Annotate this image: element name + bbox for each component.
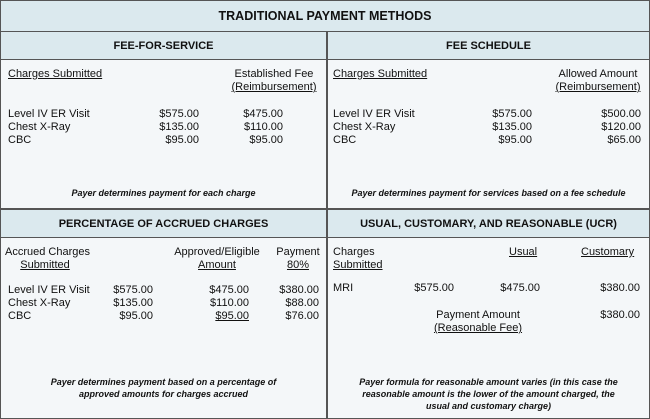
- ffs-note: Payer determines payment for each charge: [71, 188, 256, 198]
- ffs-row-fee: $475.00: [243, 108, 283, 120]
- fee-for-service-heading: FEE-FOR-SERVICE: [1, 32, 326, 60]
- fs-col-allowed-amount: [550, 68, 646, 94]
- ucr-note-line3: usual and customary charge): [425, 401, 552, 411]
- pac-col-approved-amount: [169, 246, 265, 272]
- fs-row-submitted: $95.00: [498, 134, 532, 146]
- fee-schedule-panel: [328, 32, 649, 208]
- ffs-row-item: Chest X-Ray: [8, 121, 71, 133]
- pac-row-approved: $95.00: [215, 310, 249, 322]
- vertical-divider: [326, 31, 328, 418]
- ucr-row-submitted: $575.00: [414, 282, 454, 294]
- ffs-row-fee: $110.00: [244, 121, 283, 133]
- fs-row-allowed: $65.00: [607, 134, 641, 146]
- ucr-note-line2: reasonable amount is the lower of the amount charged, the: [362, 389, 615, 399]
- fs-row-submitted: $575.00: [492, 108, 532, 120]
- pac-col-approved-amount-line1: Approved/Eligible: [174, 246, 260, 258]
- fs-row-allowed: $120.00: [601, 121, 641, 133]
- ffs-col-charges-submitted: Charges Submitted: [8, 68, 103, 80]
- pac-row-payment: $76.00: [285, 310, 319, 322]
- percentage-accrued-heading: PERCENTAGE OF ACCRUED CHARGES: [1, 210, 326, 238]
- ffs-row-submitted: $575.00: [159, 108, 199, 120]
- ucr-col-charges-line2: Submitted: [333, 259, 383, 271]
- fs-row-item: Chest X-Ray: [333, 121, 396, 133]
- ucr-col-usual: Usual: [509, 246, 538, 258]
- ffs-row-fee: $95.00: [249, 134, 283, 146]
- ucr-row-usual: $475.00: [500, 282, 540, 294]
- ucr-row-item: MRI: [333, 282, 354, 294]
- fs-col-charges-submitted: Charges Submitted: [333, 68, 428, 80]
- pac-row-submitted: $575.00: [113, 284, 153, 296]
- fs-row-allowed: $500.00: [601, 108, 641, 120]
- ucr-payment-amount-label: [423, 309, 533, 335]
- pac-row-item: Level IV ER Visit: [8, 284, 90, 296]
- ffs-row-item: CBC: [8, 134, 32, 146]
- ucr-payment-value: $380.00: [600, 309, 640, 321]
- ucr-payment-line1: Payment Amount: [436, 309, 520, 321]
- fs-col-allowed-amount-line1: Allowed Amount: [558, 68, 638, 80]
- pac-note-line2: approved amounts for charges accrued: [78, 389, 249, 399]
- pac-row-payment: $88.00: [285, 297, 319, 309]
- ucr-col-customary: Customary: [581, 246, 635, 258]
- fs-note: Payer determines payment for services based on a fee schedule: [351, 188, 626, 198]
- ucr-note: [328, 376, 649, 412]
- ucr-col-charges-submitted: [333, 246, 383, 272]
- pac-col-payment: [273, 246, 323, 272]
- pac-row-item: Chest X-Ray: [8, 297, 71, 309]
- pac-col-accrued-charges-line1: Accrued Charges: [5, 246, 90, 258]
- ffs-col-established-fee: [226, 68, 322, 94]
- ffs-col-established-fee-line1: Established Fee: [234, 68, 314, 80]
- pac-note-line1: Payer determines payment based on a percentage of: [50, 377, 277, 387]
- pac-row-submitted: $95.00: [119, 310, 153, 322]
- horizontal-divider: [1, 208, 649, 210]
- ffs-row-submitted: $95.00: [165, 134, 199, 146]
- pac-col-accrued-charges: [5, 246, 90, 272]
- pac-col-payment-line2: 80%: [286, 259, 310, 271]
- ucr-row-customary: $380.00: [600, 282, 640, 294]
- pac-row-item: CBC: [8, 310, 32, 322]
- pac-col-accrued-charges-line2: Submitted: [20, 259, 70, 271]
- fs-row-item: Level IV ER Visit: [333, 108, 415, 120]
- ucr-note-line1: Payer formula for reasonable amount varies (in this case the: [359, 377, 618, 387]
- pac-row-approved: $475.00: [209, 284, 249, 296]
- pac-row-payment: $380.00: [279, 284, 319, 296]
- fee-for-service-panel: [1, 32, 326, 208]
- percentage-accrued-panel: [1, 210, 326, 418]
- ffs-row-item: Level IV ER Visit: [8, 108, 90, 120]
- pac-row-submitted: $135.00: [113, 297, 153, 309]
- ucr-heading: USUAL, CUSTOMARY, AND REASONABLE (UCR): [328, 210, 649, 238]
- ucr-payment-line2: (Reasonable Fee): [433, 322, 523, 334]
- ucr-col-charges-line1: Charges: [333, 246, 375, 258]
- ffs-col-established-fee-line2: (Reimbursement): [231, 81, 317, 93]
- ffs-row-submitted: $135.00: [159, 121, 199, 133]
- diagram-title: TRADITIONAL PAYMENT METHODS: [1, 1, 649, 32]
- pac-note: [1, 376, 326, 400]
- fs-row-item: CBC: [333, 134, 357, 146]
- pac-col-payment-line1: Payment: [276, 246, 320, 258]
- fee-schedule-heading: FEE SCHEDULE: [328, 32, 649, 60]
- pac-row-approved: $110.00: [210, 297, 249, 309]
- ucr-panel: [328, 210, 649, 418]
- fs-row-submitted: $135.00: [492, 121, 532, 133]
- fs-col-allowed-amount-line2: (Reimbursement): [555, 81, 641, 93]
- pac-col-approved-amount-line2: Amount: [198, 259, 236, 271]
